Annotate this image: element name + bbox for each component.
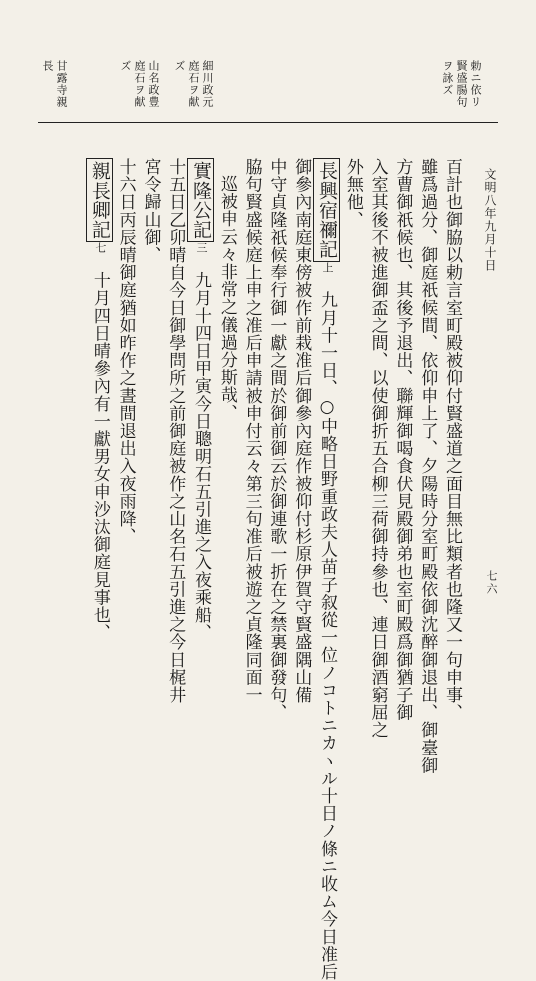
- text-line: 巡被申云々非常之儀過分斯哉、: [216, 175, 237, 422]
- headnote-4: 甘露寺親 長: [41, 60, 68, 108]
- text-line: 脇句賢盛候庭上申之准后申請被申付云々第三句准后被遊之貞隆同面一: [241, 158, 262, 704]
- source-title-box: 親長卿記: [86, 158, 113, 242]
- source-volume-note: 上: [321, 262, 335, 274]
- text-line: 長興宿禰記上 九月十一日、○中略日野重政夫人苗子叙從一位ノコトニカヽル十日ノ條ニ收ム今日准后: [313, 158, 340, 748]
- headnote-2: 細川政元 庭石ヲ献 ズ: [173, 60, 214, 108]
- source-volume-note: 三: [195, 242, 209, 255]
- headnote-1: 勅ニ依リ 賢盛腸句 ヲ詠ズ: [441, 60, 482, 108]
- main-text: [68, 158, 464, 981]
- text-line: 外無他、: [342, 158, 363, 229]
- text-line: 御參內南庭東傍被作前栽准后御參內庭作被仰付杉原伊賀守賢盛隅山備: [291, 158, 312, 704]
- source-volume-note: 七: [93, 242, 107, 255]
- text-line: 實隆公記三 九月十四日甲寅今日聰明石五引進之入夜乘船、: [187, 158, 214, 748]
- text-line: 入室其後不被進御盃之間、以使御折五合柳三荷御持參也、連日御酒窮屈之: [367, 158, 388, 739]
- text-line: 雖爲過分、御庭祇候間、依仰申上了、夕陽時分室町殿依御沈醉御退出、御臺御: [417, 158, 438, 774]
- running-head: 文明八年九月十日: [483, 168, 497, 272]
- text-line: 十五日乙卯晴自今日御學問所之前御庭被作之山名石五引進之今日梶井: [165, 158, 186, 704]
- source-title-box: 長興宿禰記: [313, 158, 340, 262]
- page-number: 七六: [485, 570, 498, 596]
- text-line: 親長卿記七 十月四日晴參內有一獻男女申沙汰御庭見事也、: [86, 158, 113, 748]
- text-line: 十六日丙辰晴御庭猶如昨作之晝間退出入夜雨降、: [115, 158, 136, 546]
- text-line: 宮令歸山御、: [140, 158, 161, 264]
- text-line: 方曹御祇候也、其後予退出、聯輝御喝食伏見殿御弟也室町殿爲御猶子御: [392, 158, 413, 722]
- text-line: 中守貞隆祇候奉行御一獻之間於御前御云於御連歌一折在之禁裏御發句、: [266, 158, 287, 722]
- text-line: 百計也御脇以勅言室町殿被仰付賢盛道之面目無比類者也隆又一句申事、: [442, 158, 462, 722]
- source-title-box: 實隆公記: [187, 158, 214, 242]
- header-rule: [38, 122, 498, 123]
- headnote-3: 山名政豊 庭石ヲ献 ズ: [119, 60, 160, 108]
